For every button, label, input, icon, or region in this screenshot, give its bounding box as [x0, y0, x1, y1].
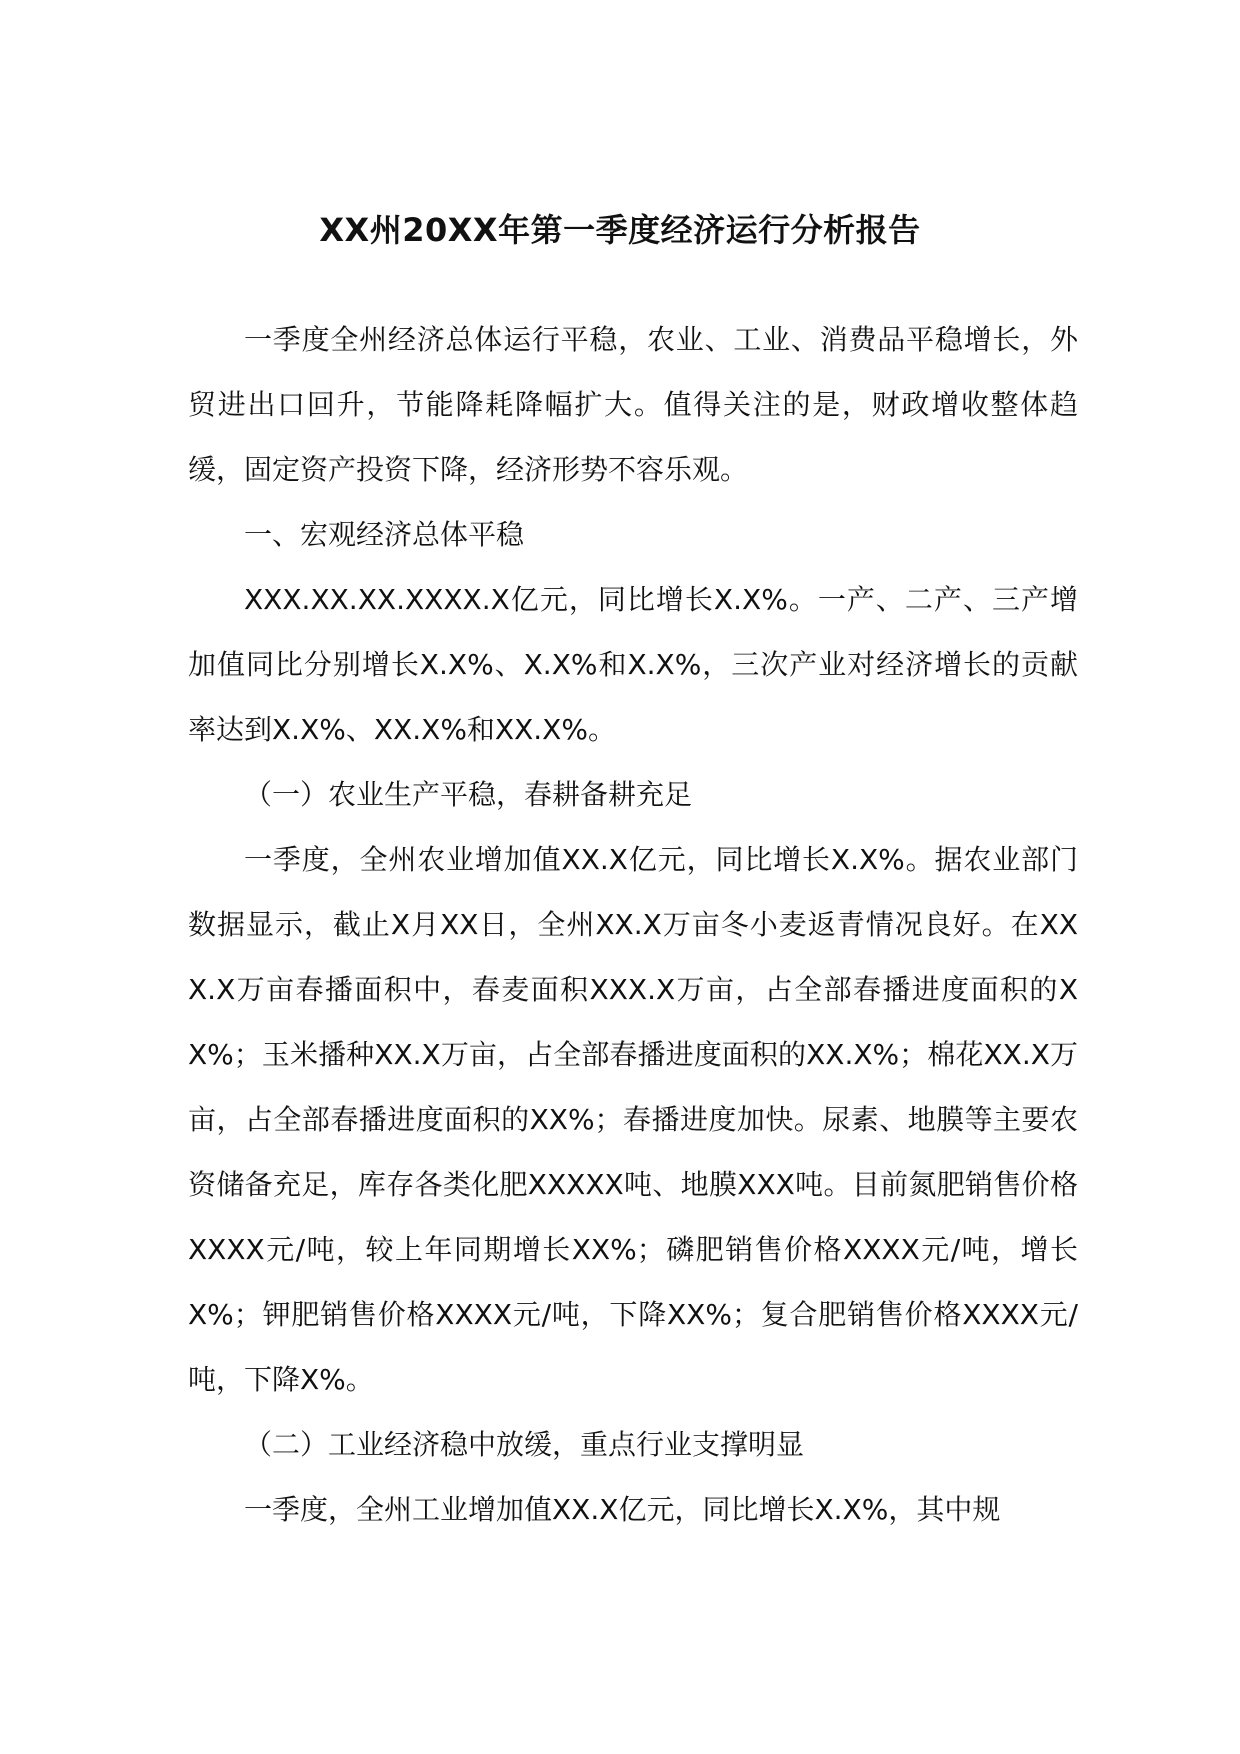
agriculture-paragraph: 一季度，全州农业增加值XX.X亿元，同比增长X.X%。据农业部门数据显示，截止X月XX日，全州XX.X万亩冬小麦返青情况良好。在XXX.X万亩春播面积中，春麦面积XXX.X万亩，占全部春播进度面积的XX%；玉米播种XX.X万亩，占全部春播进度面积的XX.X%；棉花XX.X万亩，占全部春播进度面积的XX%；春播进度加快。尿素、地膜等主要农资储备充足，库存各类化肥XXXXX吨、地膜XXX吨。目前氮肥销售价格XXXX元/吨，较上年同期增长XX%；磷肥销售价格XXXX元/吨，增长X%；钾肥销售价格XXXX元/吨，下降XX%；复合肥销售价格XXXX元/吨，下降X%。: [188, 843, 1078, 1396]
intro-paragraph: 一季度全州经济总体运行平稳，农业、工业、消费品平稳增长，外贸进出口回升，节能降耗降幅扩大。值得关注的是，财政增收整体趋缓，固定资产投资下降，经济形势不容乐观。: [188, 323, 1078, 486]
subsection-heading-industry: （二）工业经济稳中放缓，重点行业支撑明显: [244, 1428, 805, 1461]
document-body: [188, 307, 1078, 1542]
section-heading-macro-economy: 一、宏观经济总体平稳: [244, 518, 525, 551]
subsection-heading-agriculture: （一）农业生产平稳，春耕备耕充足: [244, 778, 693, 811]
document-title: XX州20XX年第一季度经济运行分析报告: [319, 211, 921, 249]
macro-economy-paragraph: XXX.XX.XX.XXXX.X亿元，同比增长X.X%。一产、二产、三产增加值同比分别增长X.X%、X.X%和X.X%，三次产业对经济增长的贡献率达到X.X%、XX.X%和XX.X%。: [188, 583, 1078, 746]
industry-paragraph: 一季度，全州工业增加值XX.X亿元，同比增长X.X%，其中规: [244, 1493, 1001, 1526]
